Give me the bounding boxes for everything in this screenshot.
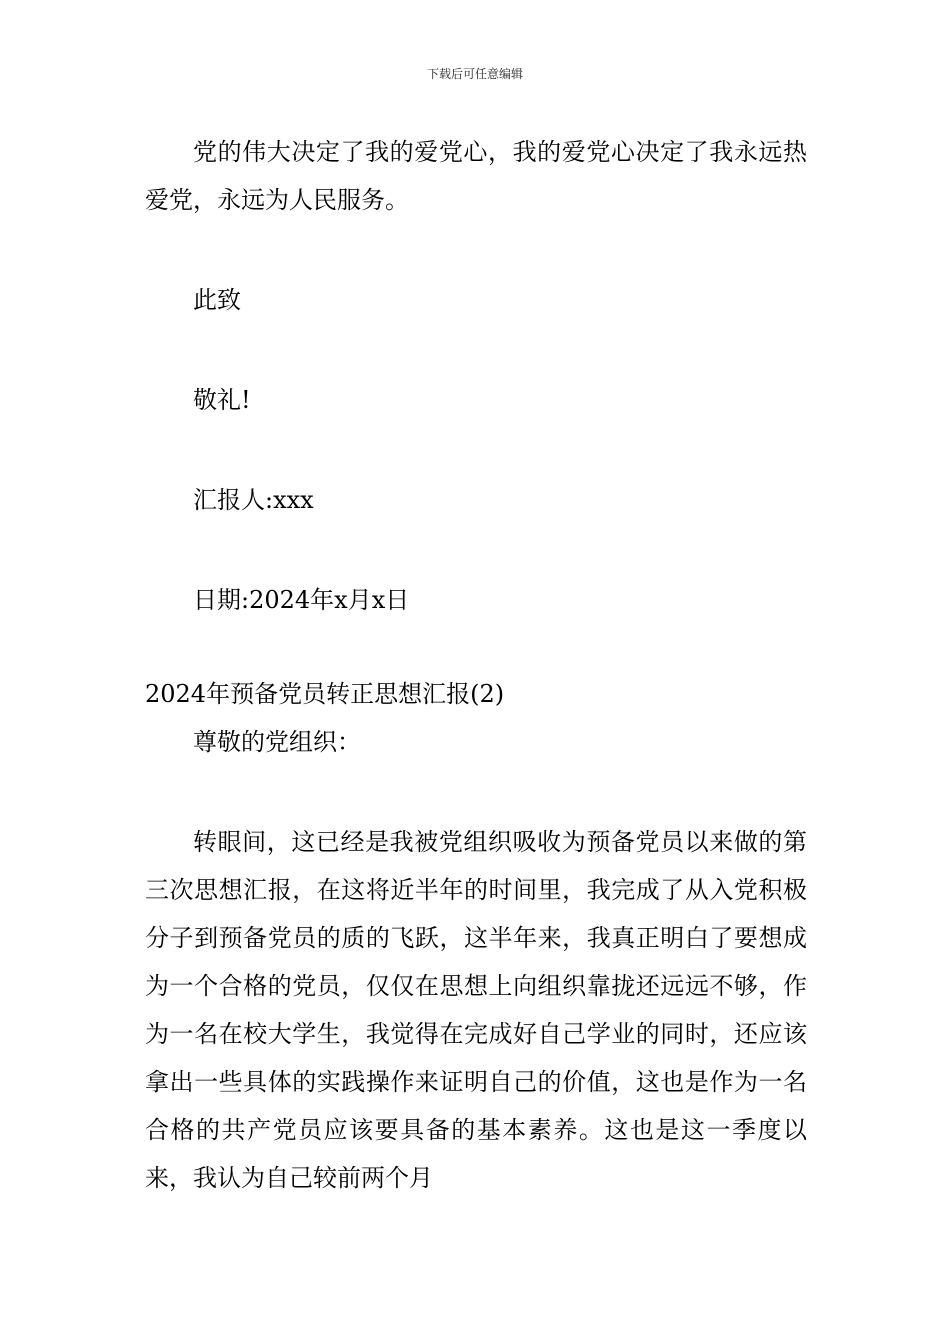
section-title: 2024年预备党员转正思想汇报(2) <box>145 680 505 708</box>
closing-line-1: 此致 <box>193 286 241 314</box>
reporter-line: 汇报人:xxx <box>193 486 314 514</box>
closing-line-2: 敬礼! <box>193 386 251 414</box>
document-body <box>145 128 807 1202</box>
spacer <box>145 524 807 576</box>
page-header-note: 下载后可任意编辑 <box>426 67 523 81</box>
spacer <box>145 324 807 376</box>
spacer <box>145 766 807 818</box>
paragraph-conclusion: 党的伟大决定了我的爱党心，我的爱党心决定了我永远热爱党，永远为人民服务。 <box>145 138 807 214</box>
spacer <box>145 424 807 476</box>
salutation-line: 尊敬的党组织： <box>193 728 361 756</box>
paragraph-report-body: 转眼间，这已经是我被党组织吸收为预备党员以来做的第三次思想汇报，在这将近半年的时间里，我完成了从入党积极分子到预备党员的质的飞跃，这半年来，我真正明白了要想成为一个合格的党员，仅仅在思想上向组织靠拢还远远不够，作为一名在校大学生，我觉得在完成好自己学业的同时，还应该拿出一些具体的实践操作来证明自己的价值，这也是作为一名合格的共产党员应该要具备的基本素养。这也是这一季度以来，我认为自己较前两个月 <box>145 828 807 1192</box>
spacer <box>145 624 807 670</box>
date-line: 日期:2024年x月x日 <box>193 586 410 614</box>
spacer <box>145 224 807 276</box>
